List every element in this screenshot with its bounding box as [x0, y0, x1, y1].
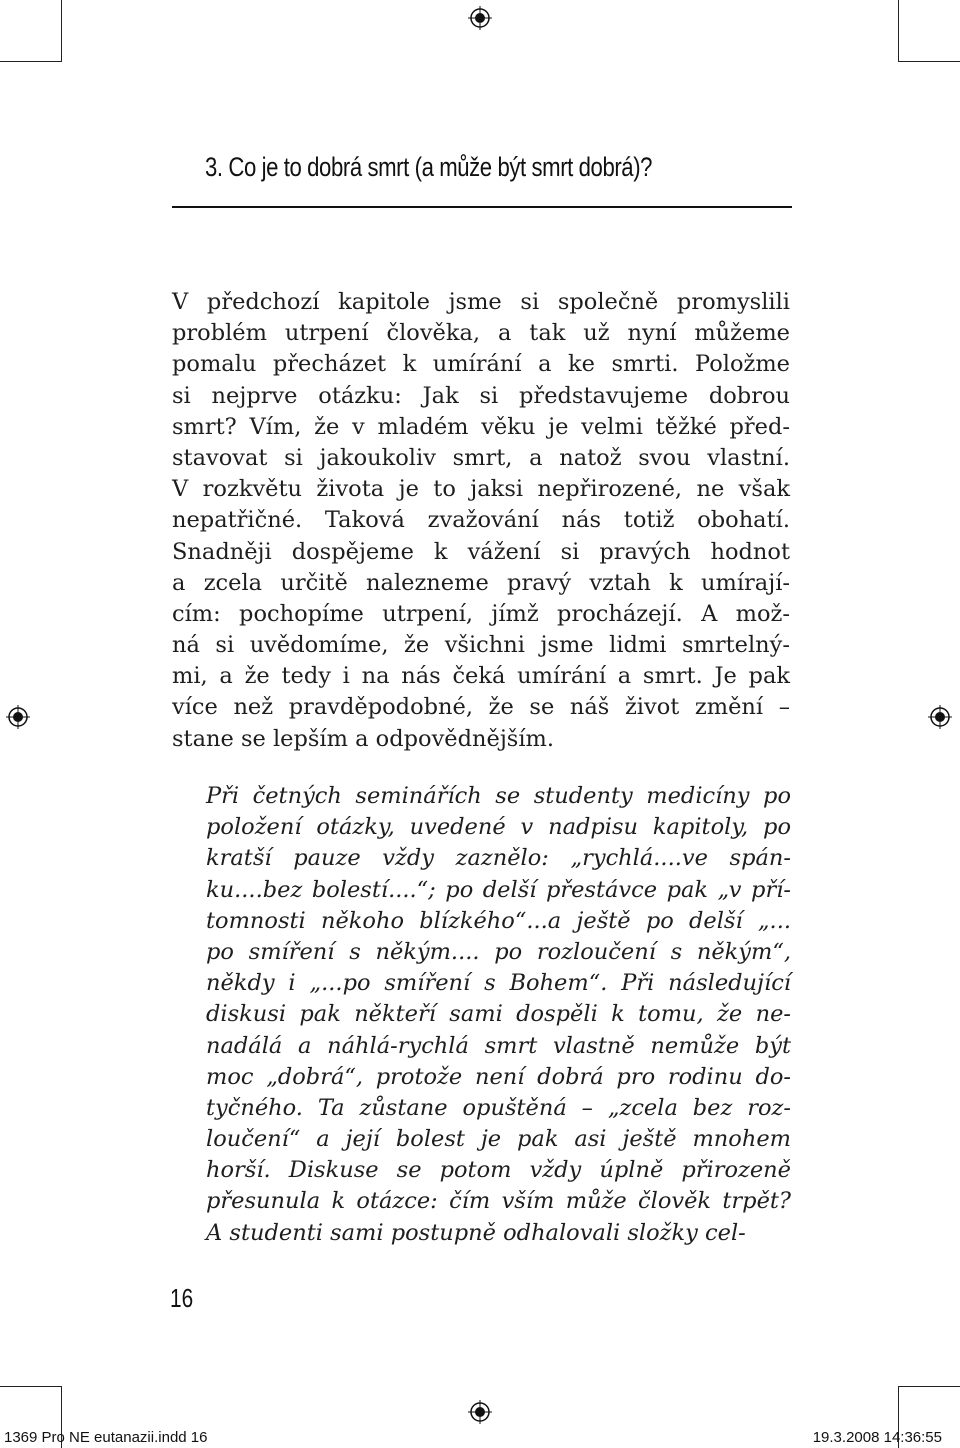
- registration-mark-icon: [928, 705, 952, 729]
- quote-line: Při četných seminářích se studenty medicíny po: [206, 783, 791, 809]
- quote-line: moc „dobrá“, protože není dobrá pro rodinu do-: [206, 1063, 791, 1090]
- paragraph-line: cím: pochopíme utrpení, jímž procházejí. A mož-: [172, 600, 790, 627]
- quote-line: položení otázky, uvedené v nadpisu kapitoly, po: [206, 814, 791, 841]
- paragraph-line: V rozkvětu života je to jaksi nepřirozené, ne však: [172, 476, 790, 503]
- paragraph-line: stavovat si jakoukoliv smrt, a natož svou vlastní.: [172, 444, 790, 471]
- body-paragraph: [172, 287, 790, 755]
- quote-line: loučení“ a její bolest je pak asi ještě mnohem: [206, 1126, 791, 1153]
- heading-rule: [172, 206, 792, 208]
- paragraph-line: V předchozí kapitole jsme si společně promyslili: [172, 289, 790, 315]
- quote-line: tyčného. Ta zůstane opuštěná – „zcela bez roz-: [206, 1094, 791, 1121]
- quote-line: A studenti sami postupně odhalovali složky cel-: [206, 1219, 746, 1246]
- paragraph-line: více než pravděpodobné, že se náš život změní –: [172, 694, 790, 721]
- quote-line: tomnosti někoho blízkého“...a ještě po delší „...: [206, 907, 791, 934]
- quote-line: diskusi pak někteří sami dospěli k tomu, že ne-: [206, 1001, 791, 1028]
- page-number: 16: [170, 1283, 194, 1313]
- paragraph-line: mi, a že tedy i na nás čeká umírání a smrt. Je pak: [172, 663, 790, 690]
- paragraph-line: pomalu přecházet k umírání a ke smrti. Položme: [172, 351, 790, 378]
- quote-line: nadálá a náhlá-rychlá smrt vlastně nemůže být: [206, 1032, 791, 1059]
- crop-mark: [898, 61, 960, 62]
- slug-date: 19.3.2008 14:36:55: [812, 1429, 942, 1446]
- quote-line: po smíření s někým.... po rozloučení s někým“,: [206, 938, 791, 965]
- paragraph-line: nepatřičné. Taková zvažování nás totiž obohatí.: [172, 507, 790, 534]
- quote-line: přesunula k otázce: čím vším může člověk trpět?: [206, 1188, 791, 1215]
- chapter-heading: 3. Co je to dobrá smrt (a může být smrt dobrá)?: [205, 152, 653, 182]
- registration-mark-icon: [468, 6, 492, 30]
- registration-mark-icon: [468, 1400, 492, 1424]
- crop-mark: [898, 1386, 960, 1387]
- paragraph-line: ná si uvědomíme, že všichni jsme lidmi smrtelný-: [172, 632, 790, 659]
- paragraph-line: si nejprve otázku: Jak si představujeme dobrou: [172, 382, 790, 409]
- quote-line: horší. Diskuse se potom vždy úplně přirozeně: [206, 1157, 791, 1184]
- paragraph-line: stane se lepším a odpovědnějším.: [172, 725, 555, 752]
- quote-line: ku....bez bolestí....“; po delší přestávce pak „v pří-: [206, 876, 791, 903]
- quote-line: kratší pauze vždy zaznělo: „rychlá....ve spán-: [206, 845, 791, 872]
- crop-mark: [61, 0, 62, 62]
- paragraph-line: problém utrpení člověka, a tak už nyní můžeme: [172, 320, 790, 347]
- crop-mark: [0, 61, 62, 62]
- slug-file: 1369 Pro NE eutanazii.indd 16: [4, 1429, 208, 1446]
- crop-mark: [0, 1386, 62, 1387]
- quote-line: někdy i „...po smíření s Bohem“. Při následující: [206, 970, 791, 997]
- italic-quote-block: [206, 781, 791, 1249]
- paragraph-line: smrt? Vím, že v mladém věku je velmi těžké před-: [172, 413, 790, 440]
- registration-mark-icon: [6, 705, 30, 729]
- paragraph-line: a zcela určitě nalezneme pravý vztah k umírají-: [172, 569, 790, 596]
- crop-mark: [898, 0, 899, 62]
- paragraph-line: Snadněji dospějeme k vážení si pravých hodnot: [172, 538, 790, 565]
